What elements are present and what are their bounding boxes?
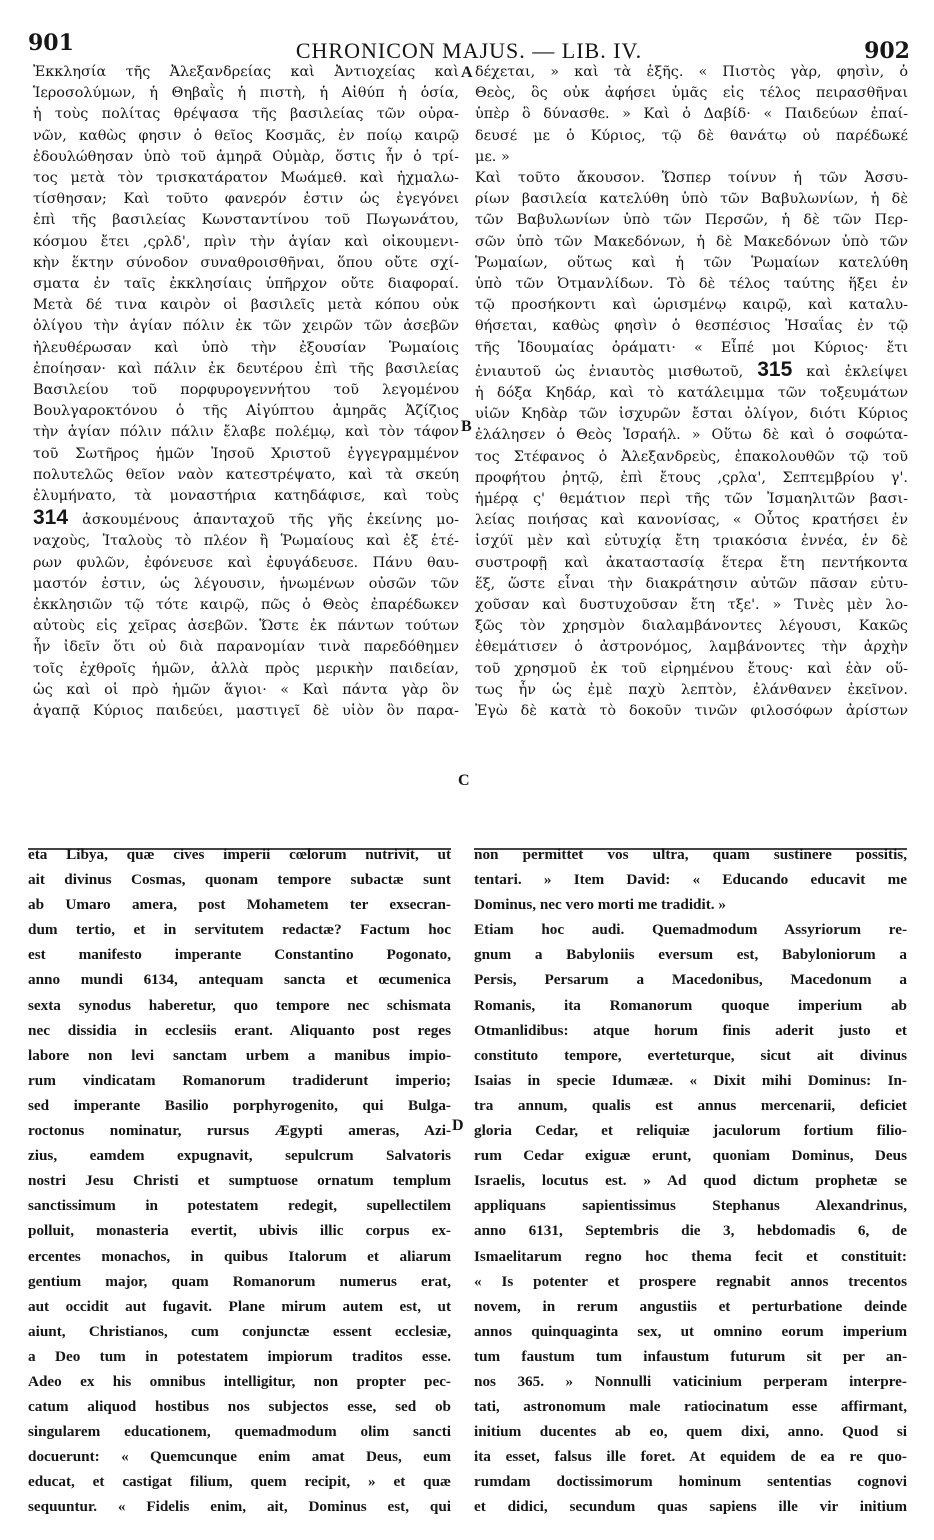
- greek-text-line: ἐλυμήνατο, τὰ μοναστήρια κατηδάφισε, καὶ τοὺς: [33, 488, 459, 505]
- latin-text-line: initium ducentes ab eo, quem dixi, anno. Quod si: [474, 1423, 907, 1441]
- latin-text-line: novem, in rerum angustiis et perturbatione deinde: [474, 1297, 907, 1315]
- margin-letter-b: B: [461, 418, 472, 435]
- greek-text-line: Καὶ τοῦτο ἄκουσον. Ὥσπερ τοίνυν ἡ τῶν Ἀσσυ-: [475, 170, 908, 187]
- latin-text-line: et didici, secundum quas sapiens ille vir initium: [474, 1498, 907, 1516]
- latin-text-line: sanctissimum in potestatem redegit, supellectilem: [28, 1197, 451, 1215]
- greek-text-line: τως ἦν ὡς ἐμὲ παχὺ λεπτὸν, ἐλάνθανεν ἐκεῖνον.: [475, 681, 908, 698]
- latin-text-line: rum Cedar exiguæ erunt, quoniam Dominus, Deus: [474, 1147, 907, 1165]
- greek-text-line: ἡ τοὺς πολίτας θρέψασα τῆς βασιλείας τῶν οὐρα-: [33, 106, 459, 123]
- greek-text-line: νῶν, καθὼς φησιν ὁ θεῖος Κοσμᾶς, ἐν ποίῳ καιρῷ: [33, 127, 459, 144]
- greek-text-line: λείας ποιήσας καὶ κανονίσας, « Οὗτος κρατήσει ἐν: [475, 512, 908, 529]
- latin-text-line: ercentes monachos, in quibus Italorum et aliarum: [28, 1247, 451, 1265]
- latin-text-line: singularem educationem, quemadmodum olim sancti: [28, 1423, 451, 1441]
- latin-text-line: Persis, Persarum a Macedonibus, Macedonum a: [474, 971, 907, 989]
- greek-text-line: ἐθεμάτισεν ὁ ἀστρονόμος, λαμβάνοντες τὴν ἀρχὴν: [475, 639, 908, 656]
- latin-text-line: constituto tempore, everteturque, sicut ait divinus: [474, 1046, 907, 1064]
- latin-text-line: labore non levi sanctam urbem a manibus impio-: [28, 1046, 451, 1064]
- latin-text-line: Romanis, ita Romanorum quoque imperium ab: [474, 996, 907, 1014]
- greek-text-line: ἐπὶ τῆς βασιλείας Κωνσταντίνου τοῦ Πωγωνάτου,: [33, 212, 459, 229]
- greek-text-line: δευσέ με ὁ Κύριος, τῷ δὲ θανάτῳ οὐ παρέδωκέ: [475, 127, 908, 144]
- latin-text-line: roctonus nominatur, rursus Ægypti ameras, Azi-: [28, 1122, 451, 1140]
- greek-text-line: ρίων βασιλεία κατελύθη ὑπὸ τῶν Βαβυλωνίων, ἡ δὲ: [475, 191, 908, 208]
- greek-text-line: τῷ προσήκοντι καὶ ὡρισμένῳ καιρῷ, καὶ καταλυ-: [475, 297, 908, 314]
- greek-text-line: ἐδουλώθησαν ὑπὸ τοῦ ἀμηρᾶ Οὐμὰρ, ὅστις ἦν ὁ τρί-: [33, 148, 459, 165]
- latin-text-line: dum tertio, et in servitutem redactæ? Factum hoc: [28, 921, 451, 939]
- latin-text-line: rum vindicatam Romanorum tradiderunt imperio;: [28, 1071, 451, 1089]
- greek-text-line: Βουλγαροκτόνου ὁ τῆς Αἰγύπτου ἀμηρᾶς Ἀζίζιος: [33, 403, 459, 420]
- latin-text-line: educat, et castigat filium, quem recipit, » et quæ: [28, 1473, 451, 1491]
- latin-text-line: gentium major, quam Romanorum numerus erat,: [28, 1272, 451, 1290]
- latin-text-line: zius, eamdem expugnavit, sepulcrum Salvatoris: [28, 1147, 451, 1165]
- latin-text-line: tra annum, qualis est annus mercenarii, deficiet: [474, 1096, 907, 1114]
- latin-text-line: ab Umaro amera, post Mohametem ter exsecran-: [28, 896, 451, 914]
- greek-text-line: Ῥωμαίων, οὕτως καὶ ἡ τῶν Ῥωμαίων κατελύθη: [475, 254, 908, 271]
- latin-text-line: non permittet vos ultra, quam sustinere possitis,: [474, 846, 907, 863]
- greek-text-line: τοῦ χρησμοῦ ἐκ τοῦ εἰρημένου ἔτους· καὶ ἐὰν οὕ-: [475, 660, 908, 677]
- greek-text-line: συστροφῇ καὶ ἀκαταστασίᾳ ἕτερα ἔτη πεντήκοντα: [475, 554, 908, 571]
- greek-text-line: ἀγαπᾷ Κύριος παιδεύει, μαστιγεῖ δὲ υἱὸν ὃν παρα-: [33, 703, 459, 720]
- latin-text-line: sexta synodus haberetur, quo tempore nec schismata: [28, 996, 451, 1014]
- latin-text-line: nos 365. » Nonnulli vaticinium perperam interpre-: [474, 1372, 907, 1390]
- greek-text-line: ἡμέρᾳ ς' θεμάτιον περὶ τῆς τῶν Ἰσμαηλιτῶν βασι-: [475, 491, 908, 508]
- latin-column-left: [28, 842, 451, 1522]
- latin-text-line: tati, astronomum male ratiocinatum esse affirmant,: [474, 1398, 907, 1416]
- greek-column-left: [33, 62, 459, 847]
- latin-text-line: rumdam doctissimorum hominum sententias cognovi: [474, 1473, 907, 1491]
- greek-text-line: ἡ δόξα Κηδάρ, καὶ τὸ κατάλειμμα τῶν τοξευμάτων: [475, 385, 908, 402]
- greek-text-line: σῶν ὑπὸ τῶν Μακεδόνων, ἡ δὲ Μακεδόνων ὑπὸ τῶν: [475, 233, 908, 250]
- greek-text-line: 314 ἀσκουμένους ἁπανταχοῦ τῆς γῆς ἐκείνης μο-: [33, 507, 459, 530]
- latin-text-line: aiunt, Christianos, cum conjunctæ essent ecclesiæ,: [28, 1322, 451, 1340]
- running-title: CHRONICON MAJUS. — LIB. IV.: [295, 38, 643, 63]
- greek-text-line: τοῖς ἐχθροῖς ἡμῶν, ἀλλὰ πρὸς μερικὴν παιδείαν,: [33, 660, 459, 677]
- greek-text-line: ἐλάλησεν ὁ Θεὸς Ἰσραήλ. » Οὕτω δὲ καὶ ὁ σοφώτα-: [475, 427, 908, 444]
- latin-text-line: nostri Jesu Christi et sumptuose ornatum templum: [28, 1172, 451, 1190]
- latin-text-line: anno mundi 6134, antequam sancta et œcumenica: [28, 971, 451, 989]
- latin-text-line: gnum a Babyloniis eversum est, Babyloniorum a: [474, 946, 907, 964]
- greek-text-line: ἕξ, ὥστε εἶναι τὴν διακράτησιν αὐτῶν πᾶσαν εὐτυ-: [475, 575, 908, 592]
- latin-text-line: a Deo tum in potestatem impiorum traditos esse.: [28, 1347, 451, 1365]
- latin-text-line: Israelis, locutus est. » Ad quod dictum prophetæ se: [474, 1172, 907, 1190]
- latin-text-line: Ismaelitarum regno hoc thema fecit et constituit:: [474, 1247, 907, 1265]
- greek-text-line: αὐτοὺς εἰς χεῖρας ἀσεβῶν. Ὥστε ἐκ πάντων τούτων: [33, 618, 459, 635]
- running-header: [28, 30, 910, 64]
- greek-text-line: θήσεται, καθὼς φησὶν ὁ θεσπέσιος Ἠσαΐας ἐν τῷ: [475, 318, 908, 335]
- greek-text-line: Βασιλείου τοῦ πορφυρογεννήτου τοῦ λεγομένου: [33, 382, 459, 399]
- latin-text-line: gloria Cedar, et reliquiæ jaculorum fortium filio-: [474, 1122, 907, 1140]
- latin-text-line: anno 6131, Septembris die 3, hebdomadis 6, de: [474, 1222, 907, 1240]
- greek-text-line: τοῦ Σωτῆρος ἡμῶν Ἰησοῦ Χριστοῦ ἐγγεγραμμένον: [33, 445, 459, 462]
- greek-text-line: ἐκκλησιῶν τῷ τότε καιρῷ, πῶς ὁ Θεὸς ἐπαρέδωκεν: [33, 597, 459, 614]
- latin-column-right: [474, 842, 907, 1522]
- latin-text-line: « Is potenter et prospere regnabit annos trecentos: [474, 1272, 907, 1290]
- greek-text-line: μαστόν ἐστιν, ὡς λέγουσιν, ἡνωμένων οὐσῶν τῶν: [33, 575, 459, 592]
- greek-text-line: ἠλευθέρωσαν καὶ ὑπὸ τὴν ἐξουσίαν Ῥωμαίοις: [33, 339, 459, 356]
- latin-text-line: eta Libya, quæ cives imperii cœlorum nutrivit, ut: [28, 846, 451, 863]
- page-number-right: 902: [864, 38, 910, 64]
- column-number: 314: [33, 507, 69, 530]
- latin-text-line: docuerunt: « Quemcunque enim amat Deus, eum: [28, 1448, 451, 1466]
- greek-text-line: Ἱεροσολύμων, ἡ Θηβαῒς ἡ πιστὴ, ἡ Αἰθύπ ἡ ὁσία,: [33, 85, 459, 102]
- greek-text-line: ἐποίησαν· καὶ πάλιν ἐκ δευτέρου ἐπὶ τῆς βασιλείας: [33, 360, 459, 377]
- greek-text-line: ρων φυλῶν, ἐφόνευσε καὶ ἐφυγάδευσε. Πάνυ θαυ-: [33, 554, 459, 571]
- latin-text-line: Otmanlidibus: atque horum finis aderit justo et: [474, 1021, 907, 1039]
- latin-text-line: polluit, monasteria evertit, ubivis illic corpus ex-: [28, 1222, 451, 1240]
- greek-text-line: ὑπὸ τῶν Ὀτμανλίδων. Τὸ δὲ τέλος ταύτης ἥξει ἐν: [475, 276, 908, 293]
- latin-text-line: sequuntur. « Fidelis enim, ait, Dominus est, qui: [28, 1498, 451, 1516]
- latin-text-line: nec dissidia in ecclesiis erant. Aliquanto post reges: [28, 1021, 451, 1039]
- greek-text-line: ὡς καὶ οἱ πρὸ ἡμῶν ἅγιοι· « Καὶ πάντα γὰρ ὃν: [33, 681, 459, 698]
- greek-text-line: δέχεται, » καὶ τὰ ἑξῆς. « Πιστὸς γὰρ, φησὶν, ὁ: [475, 64, 908, 80]
- greek-column-right: [475, 62, 908, 847]
- page-number-left: 901: [28, 30, 74, 56]
- greek-text-line: τῶν Βαβυλωνίων ὑπὸ τῶν Περσῶν, ἡ δὲ τῶν Περ-: [475, 212, 908, 229]
- margin-letter-c: C: [458, 772, 470, 789]
- greek-text-line: κόσμου ἔτει ,ςρλδ', πρὶν τὴν ἁγίαν καὶ οἰκουμενι-: [33, 233, 459, 250]
- latin-text-line: Dominus, nec vero morti me tradidit. »: [474, 896, 726, 914]
- column-number: 315: [757, 358, 793, 381]
- greek-text-line: Ἐγὼ δὲ κατὰ τὸ δοκοῦν τινῶν φιλοσόφων ἀρίστων: [475, 703, 908, 720]
- latin-text-line: tentari. » Item David: « Educando educavit me: [474, 871, 907, 889]
- greek-text-line: Ἐκκλησία τῆς Ἀλεξανδρείας καὶ Ἀντιοχείας καὶ: [33, 64, 459, 80]
- latin-text-line: ita esset, falsus ille foret. At equidem de ea re quo-: [474, 1448, 907, 1466]
- greek-text-line: υἱῶν Κηδὰρ τῶν ἰσχυρῶν ἔσται ὀλίγον, διότι Κύριος: [475, 406, 908, 423]
- greek-text-line: χοῦσαν καὶ δυστυχοῦσαν ἔτη τξε'. » Τινὲς μὲν λο-: [475, 597, 908, 614]
- latin-text-line: est manifesto imperante Constantino Pogonato,: [28, 946, 451, 964]
- greek-text-line: τος μετὰ τὸν τρισκατάρατον Μωάμεθ. καὶ ἠχμαλω-: [33, 170, 459, 187]
- greek-text-line: σματα ἐν ταῖς ἐκκλησίαις ὑπῆρχον οὔτε διαφοραί.: [33, 276, 459, 293]
- latin-text-line: ait divinus Cosmas, quonam tempore subactæ sunt: [28, 871, 451, 889]
- greek-text-line: ἰσχύϊ μὲν καὶ εὐτυχίᾳ ἔτη τριακόσια ἐννέα, ἐν δὲ: [475, 533, 908, 550]
- latin-text-line: appliquans sapientissimus Stephanus Alexandrinus,: [474, 1197, 907, 1215]
- greek-text-line: πολυτελῶς θεῖον ναὸν κατεστρέψατο, καὶ τὰ σκεύη: [33, 466, 459, 483]
- greek-text-line: τῆς Ἰδουμαίας ὁράματι· « Εἶπέ μοι Κύριος· ἔτι: [475, 339, 908, 356]
- greek-text-line: ὀλίγου τὴν ἁγίαν πόλιν ἐκ τῶν χειρῶν τῶν ἀσεβῶν: [33, 318, 459, 335]
- greek-text-line: προφήτου ῥητῷ, ἐπὶ ἔτους ,ςρλα', Σεπτεμβρίου γ'.: [475, 469, 908, 486]
- latin-text-line: aut occidit aut fugavit. Plane mirum autem est, ut: [28, 1297, 451, 1315]
- latin-text-line: Isaias in specie Idumææ. « Dixit mihi Dominus: In-: [474, 1071, 907, 1089]
- latin-text-line: Adeo ex his omnibus intelligitur, non propter pec-: [28, 1372, 451, 1390]
- latin-text-line: sed imperante Basilio porphyrogenito, qui Bulga-: [28, 1096, 451, 1114]
- greek-text-line: τίσθησαν; Καὶ τοῦτο φανερόν ἐστιν ὡς ἐγεγόνει: [33, 191, 459, 208]
- latin-text-line: tum faustum tum infaustum futurum sit per an-: [474, 1347, 907, 1365]
- greek-text-line: Θεὸς, ὃς οὐκ ἀφήσει ὑμᾶς εἰς τέλος πειρασθῆναι: [475, 85, 908, 102]
- greek-text-line: κὴν ἕκτην σύνοδον συναθροισθῆναι, ὅπου οὔτε σχί-: [33, 254, 459, 271]
- greek-text-line: ἐνιαυτοῦ ὡς ἐνιαυτὸς μισθωτοῦ, 315 καὶ ἐκλείψει: [475, 358, 908, 381]
- margin-letter-d: D: [452, 1117, 464, 1134]
- margin-letter-a: A: [461, 64, 473, 81]
- greek-text-line: τὴν ἁγίαν πόλιν πάλιν ἔλαβε πολέμῳ, καὶ τὸν τάφον: [33, 424, 459, 441]
- greek-text-line: με. »: [475, 148, 510, 165]
- greek-text-line: Μετὰ δέ τινα καιρὸν οἱ βασιλεῖς μετὰ κόπου οὐκ: [33, 297, 459, 314]
- greek-text-line: ξῶς τὸν χρησμὸν διαλαμβάνοντες λέγουσι, Κακῶς: [475, 618, 908, 635]
- latin-text-line: Etiam hoc audi. Quemadmodum Assyriorum re-: [474, 921, 907, 939]
- greek-text-line: τος Στέφανος ὁ Ἀλεξανδρεὺς, ἐπακολουθῶν τῷ τοῦ: [475, 448, 908, 465]
- greek-text-line: ναχοὺς, Ἰταλοὺς τὸ πλέον ἢ Ῥωμαίους καὶ ἐξ ἑτέ-: [33, 533, 459, 550]
- latin-text-line: annos quinquaginta sex, ut omnino eorum imperium: [474, 1322, 907, 1340]
- latin-text-line: catum aliquod hostibus nos subjectos esse, sed ob: [28, 1398, 451, 1416]
- greek-text-line: ἦν ἰδεῖν ὅτι οὐ διὰ παρανομίαν τινὰ παρεδόθημεν: [33, 639, 459, 656]
- greek-text-line: ὑπὲρ ὃ δύνασθε. » Καὶ ὁ Δαβίδ· « Παιδεύων ἐπαί-: [475, 106, 908, 123]
